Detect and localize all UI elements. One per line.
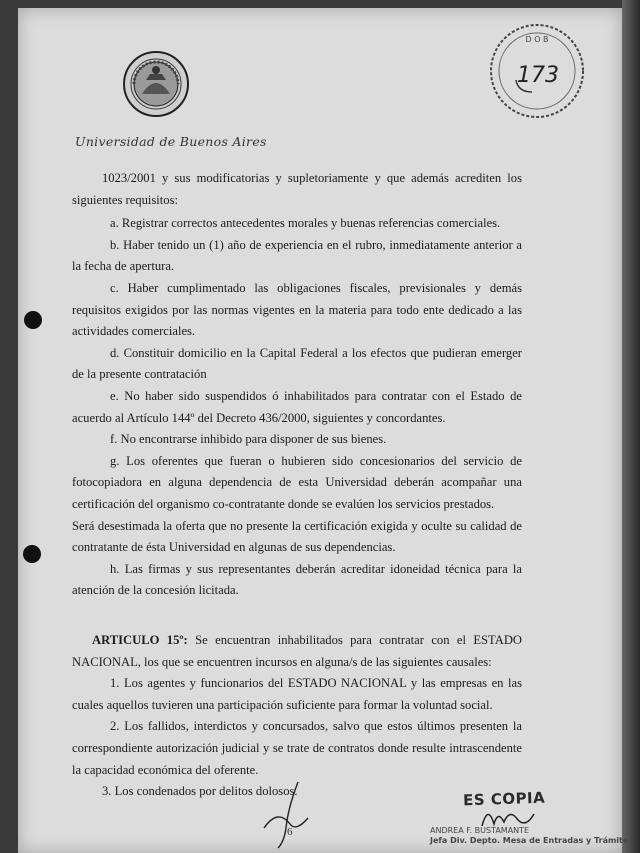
requirement-h: h. Las firmas y sus representantes deberán acreditar idoneidad técnica para la atención de la concesión licitada.: [72, 561, 522, 598]
article-title: ARTICULO 15º:: [92, 633, 188, 647]
causal-1: 1. Los agentes y funcionarios del ESTADO NACIONAL y las empresas en las cuales aquellos tuvieren una participación suficiente para formar la voluntad social.: [72, 676, 522, 712]
requirement-c: c. Haber cumplimentado las obligaciones fiscales, previsionales y demás requisitos exigidos por las normas vigentes en la materia para todo ente dedicado a las actividades comerciales.: [72, 280, 522, 339]
signer-title: Jefa Div. Depto. Mesa de Entradas y Trámite: [430, 836, 629, 845]
punch-hole-bottom: [23, 545, 41, 563]
copy-stamp: ES COPIA: [462, 788, 546, 810]
registry-stamp: [488, 22, 586, 120]
requirement-g: g. Los oferentes que fueran o hubieren sido concesionarios del servicio de fotocopiadora en alguna dependencia de esta Universidad deberán acompañar una certificación del organismo co-contratante donde se evalúen los servicios prestados.: [72, 453, 522, 511]
requirement-a: a. Registrar correctos antecedentes morales y buenas referencias comerciales.: [110, 216, 501, 231]
causal-3: 3. Los condenados por delitos dolosos.: [102, 784, 298, 799]
causal-2: 2. Los fallidos, interdictos y concursados, salvo que estos últimos presenten la correspondiente autorización judicial y se trate de contratos donde resulte intrascendente la capacidad económica del oferente.: [72, 719, 522, 777]
stamp-number: 173: [517, 63, 559, 88]
requirement-d: d. Constituir domicilio en la Capital Federal a los efectos que pudieran emerger de la presente contratación: [72, 345, 522, 382]
article-15-heading: [72, 630, 522, 673]
university-seal-logo: [122, 50, 190, 118]
handwritten-signature: [258, 778, 318, 850]
rejection-note: Será desestimada la oferta que no presente la certificación exigida y oculte su calidad de contratante de ésta Universidad en algunas de sus dependencias.: [72, 518, 522, 555]
intro-paragraph: 1023/2001 y sus modificatorias y supletoriamente y que además acrediten los siguientes requisitos:: [72, 171, 522, 207]
signer-name: ANDREA F. BUSTAMANTE: [430, 826, 530, 835]
stamp-header: D O B: [525, 35, 549, 44]
signer-block: [430, 826, 628, 846]
body-text: [72, 168, 522, 602]
requirement-b: b. Haber tenido un (1) año de experiencia en el rubro, inmediatamente anterior a la fecha de apertura.: [72, 237, 522, 274]
punch-hole-top: [24, 311, 42, 329]
university-name: Universidad de Buenos Aires: [75, 134, 267, 149]
article-text: Se encuentran inhabilitados para contratar con el ESTADO NACIONAL, los que se encuentren incursos en alguna/s de las siguientes causales:: [72, 633, 523, 669]
requirement-e: e. No haber sido suspendidos ó inhabilitados para contratar con el Estado de acuerdo al Artículo 144º del Decreto 436/2000, siguientes y concordantes.: [72, 388, 522, 425]
scan-edge: [622, 0, 640, 853]
page-number: 6: [287, 826, 293, 838]
article-15: [72, 630, 522, 803]
requirement-f: f. No encontrarse inhibido para disponer de sus bienes.: [110, 432, 387, 447]
